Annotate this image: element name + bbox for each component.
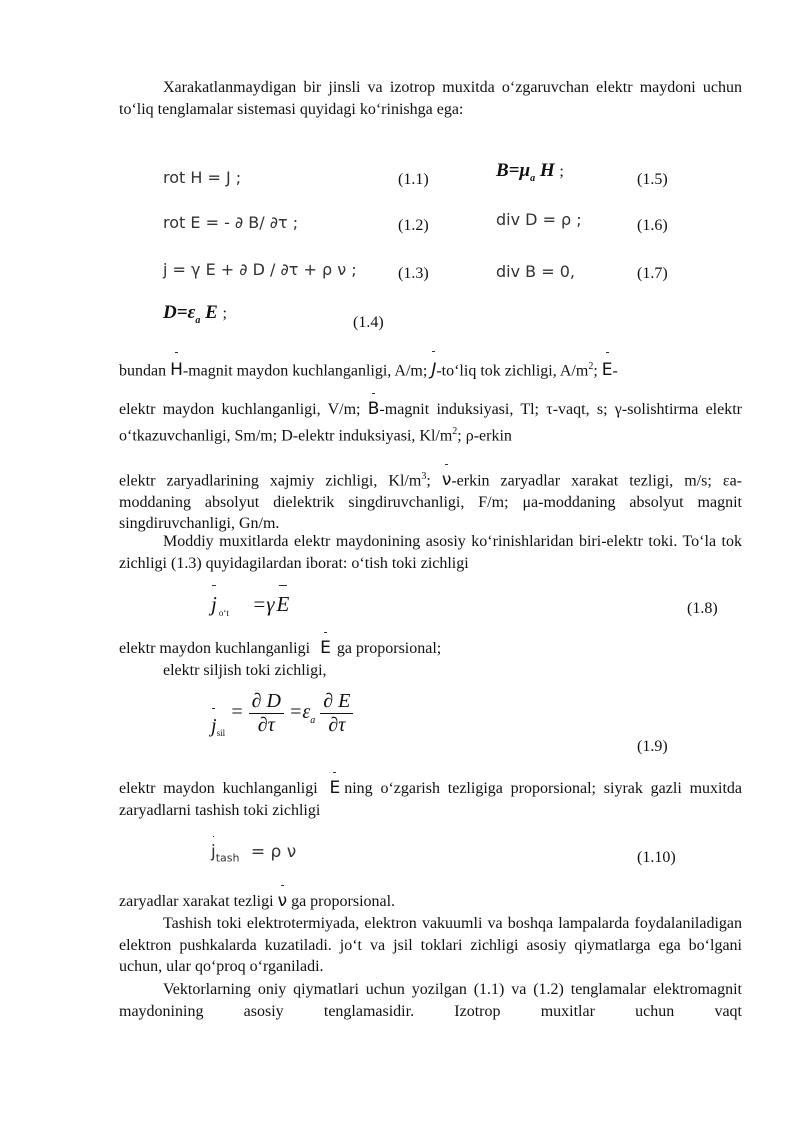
- numerator: ∂ D: [249, 690, 284, 714]
- after-1-9-paragraph: [119, 778, 742, 821]
- text: ning o‘zgarish tezligiga proporsional; siyrak gazli muxitda zaryadlarni tashish toki zichligi: [119, 780, 742, 819]
- symbol-E: E: [320, 638, 331, 658]
- text: elektr maydon kuchlanganligi: [119, 640, 315, 657]
- definitions-line-3: [119, 466, 742, 535]
- intro-paragraph: Xarakatlanmaydigan bir jinsli va izotrop muxitda o‘zgaruvchan elektr maydoni uchun to‘liq tenglamalar sistemasi quyidagi ko‘rinishga ega:: [119, 79, 742, 118]
- text: zaryadlar xarakat tezligi: [119, 893, 278, 910]
- defs-text: -to‘liq tok zichligi, A/m: [436, 362, 589, 380]
- gamma-eq: =γ: [252, 592, 275, 616]
- eq-sign: =: [288, 701, 303, 724]
- equation-1-4: [163, 302, 227, 326]
- equation-1-1: rot H = J ;: [163, 168, 242, 187]
- after-1-8-line: [119, 638, 742, 660]
- definitions-line-2: [119, 399, 742, 446]
- equation-1-5-sub: a: [530, 172, 536, 184]
- equation-number-1-4: (1.4): [353, 314, 384, 331]
- defs-text: elektr maydon kuchlanganligi, V/m;: [119, 401, 368, 418]
- eq-sign: =: [230, 701, 244, 724]
- defs-text: ; ρ-erkin: [457, 426, 512, 444]
- superscript: 2: [588, 361, 594, 372]
- symbol-nu: ν: [441, 470, 452, 491]
- equation-1-4-lhs: D=ε: [163, 302, 196, 323]
- symbol-j: j: [211, 592, 217, 616]
- symbol-nu: ν: [277, 891, 288, 911]
- equation-1-5-rhs: H: [535, 160, 555, 181]
- equation-1-5-lhs: B=μ: [496, 160, 531, 181]
- equation-1-2: rot E = - ∂ B/ ∂τ ;: [163, 213, 299, 232]
- equation-1-4-semicolon: ;: [222, 305, 227, 322]
- text: elektr maydon kuchlanganligi: [119, 780, 326, 797]
- sub-ot: o‘t: [218, 608, 229, 619]
- after-1-10-line: [119, 891, 742, 913]
- sub-sil: sil: [216, 728, 226, 739]
- moddiy-paragraph: Moddiy muxitlarda elektr maydonining asosiy ko‘rinishlaridan biri-elektr toki. To‘la tok zichligi (1.3) quyidagilardan iborat: o‘tish toki zichligi: [119, 533, 742, 572]
- symbol-E: E: [329, 778, 341, 798]
- rhs: = ρ ν: [250, 842, 297, 862]
- equation-1-5-semicolon: ;: [559, 163, 564, 180]
- defs-text: bundan: [119, 362, 171, 380]
- numerator: ∂ E: [320, 690, 353, 714]
- equation-number-1-9: (1.9): [637, 738, 668, 755]
- fraction-dD-dtau: [249, 690, 284, 737]
- equation-number-1-2: (1.2): [398, 217, 429, 234]
- equation-number-1-1: (1.1): [398, 171, 429, 188]
- equation-number-1-8: (1.8): [687, 600, 718, 617]
- equation-number-1-7: (1.7): [637, 265, 668, 282]
- symbol-H: H: [170, 360, 183, 381]
- equation-1-9: [211, 690, 353, 738]
- superscript: 2: [452, 425, 458, 437]
- defs-text: ;: [426, 472, 442, 490]
- symbol-j: j: [211, 842, 216, 862]
- equation-number-1-3: (1.3): [398, 265, 429, 282]
- denominator: ∂τ: [328, 714, 346, 736]
- equation-1-7: div B = 0,: [496, 262, 575, 281]
- definitions-line-1: bundan H-magnit maydon kuchlanganligi, A/m; J-to‘liq tok zichligi, $A/m^2$; E-: [119, 360, 618, 381]
- defs-text: elektr zaryadlarining xajmiy zichligi, Kl/m: [119, 472, 422, 490]
- symbol-E-italic: E: [276, 592, 290, 616]
- tashish-paragraph: Tashish toki elektrotermiyada, elektron vakuumli va boshqa lampalarda foydalaniladigan elektron pushkalarda kuzatiladi. jo‘t va jsil toklari zichligi asosiy qiymatlarga ega bo‘lgani uchun, ular qo‘proq o‘rganiladi.: [119, 915, 742, 975]
- fraction-dE-dtau: [320, 690, 353, 737]
- equation-number-1-5: (1.5): [637, 171, 668, 188]
- equation-number-1-6: (1.6): [637, 217, 668, 234]
- symbol-j: j: [211, 715, 217, 738]
- defs-text: -erkin zaryadlar xarakat tezligi, m/s; εa-moddaning absolyut dielektrik singdiruvchanligi, F/m; μa-moddaning absolyut magnit singdiruvchanligi, Gn/m.: [119, 472, 743, 533]
- equation-number-1-10: (1.10): [637, 849, 676, 866]
- superscript: 3: [421, 471, 427, 482]
- epsilon: ε: [302, 701, 311, 724]
- equation-1-6: div D = ρ ;: [496, 210, 582, 229]
- defs-text: ;: [593, 362, 602, 380]
- symbol-J: J: [431, 360, 437, 381]
- equation-1-10: [211, 842, 296, 864]
- siljish-line: elektr siljish toki zichligi,: [163, 662, 327, 679]
- equation-1-4-rhs: E: [200, 302, 218, 323]
- text: ga proporsional.: [287, 893, 396, 910]
- equation-1-8: [211, 592, 289, 618]
- equation-1-3: j = γ E + ∂ D / ∂τ + ρ ν ;: [163, 260, 357, 279]
- defs-text: -magnit maydon kuchlanganligi, A/m;: [182, 362, 432, 380]
- equation-1-5: [496, 160, 564, 184]
- symbol-B: B: [367, 399, 380, 419]
- sub-a: a: [310, 715, 316, 727]
- symbol-E: E: [601, 360, 613, 381]
- denominator: ∂τ: [257, 714, 275, 736]
- text: ga proporsional;: [336, 640, 442, 657]
- sub-tash: tash: [215, 851, 240, 865]
- equation-1-4-sub: a: [195, 314, 201, 326]
- defs-text: -magnit induksiyasi, Tl; τ-vaqt, s; γ-solishtirma elektr o‘tkazuvchanligi, Sm/m; D-elektr induksiyasi, Kl/m: [119, 401, 742, 444]
- vektor-paragraph: Vektorlarning oniy qiymatlari uchun yozilgan (1.1) va (1.2) tenglamalar elektromagnit maydonining asosiy tenglamasidir. Izotrop muxitlar uchun vaqt: [119, 981, 742, 1020]
